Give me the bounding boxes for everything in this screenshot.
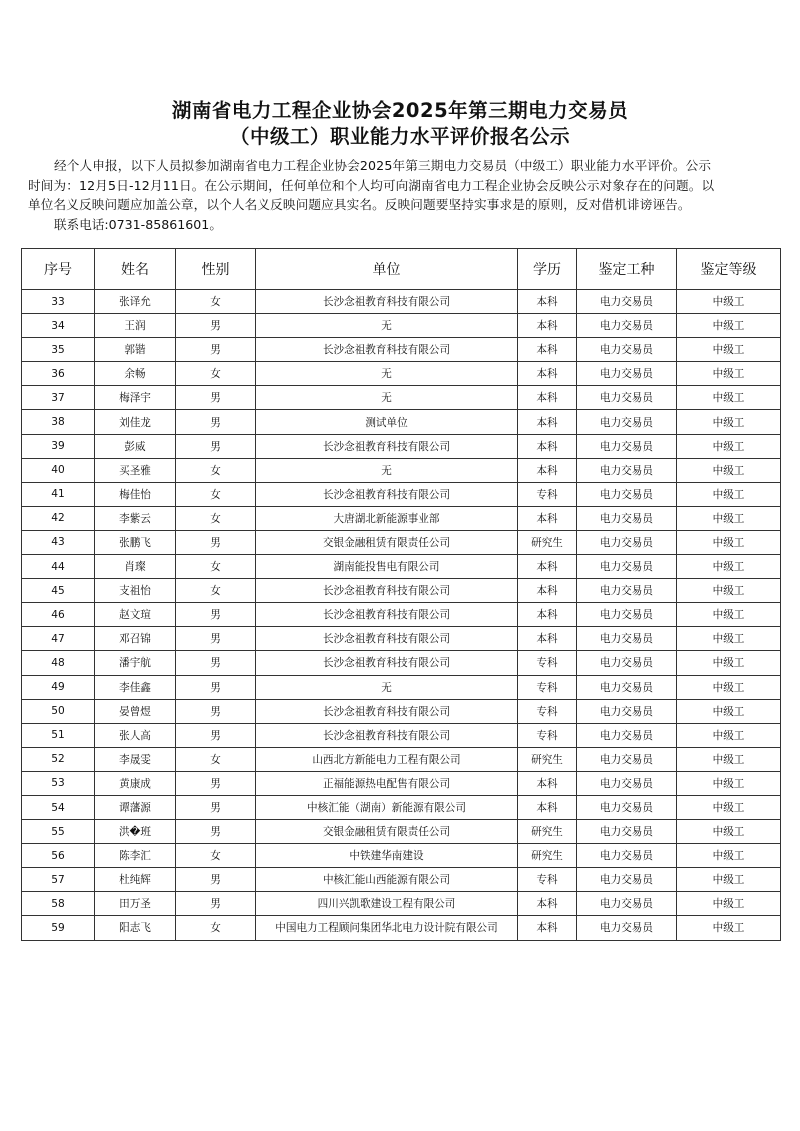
cell-education: 本科 bbox=[518, 916, 577, 940]
cell-education: 本科 bbox=[518, 386, 577, 410]
cell-gender: 男 bbox=[176, 795, 256, 819]
cell-gender: 男 bbox=[176, 530, 256, 554]
cell-job-type: 电力交易员 bbox=[577, 410, 677, 434]
cell-employer: 无 bbox=[256, 362, 518, 386]
cell-gender: 男 bbox=[176, 651, 256, 675]
cell-level: 中级工 bbox=[677, 458, 781, 482]
cell-education: 专科 bbox=[518, 699, 577, 723]
cell-level: 中级工 bbox=[677, 579, 781, 603]
cell-index: 56 bbox=[22, 844, 95, 868]
cell-level: 中级工 bbox=[677, 410, 781, 434]
table-row bbox=[22, 530, 781, 554]
table-row bbox=[22, 651, 781, 675]
cell-education: 本科 bbox=[518, 458, 577, 482]
header-name: 姓名 bbox=[95, 249, 176, 290]
cell-employer: 无 bbox=[256, 386, 518, 410]
cell-level: 中级工 bbox=[677, 699, 781, 723]
cell-gender: 女 bbox=[176, 506, 256, 530]
cell-level: 中级工 bbox=[677, 916, 781, 940]
cell-level: 中级工 bbox=[677, 314, 781, 338]
table-row bbox=[22, 699, 781, 723]
table-row bbox=[22, 579, 781, 603]
cell-level: 中级工 bbox=[677, 482, 781, 506]
table-row bbox=[22, 458, 781, 482]
cell-employer: 无 bbox=[256, 314, 518, 338]
cell-job-type: 电力交易员 bbox=[577, 868, 677, 892]
cell-name: 田万圣 bbox=[95, 892, 176, 916]
cell-job-type: 电力交易员 bbox=[577, 482, 677, 506]
cell-gender: 女 bbox=[176, 555, 256, 579]
cell-index: 55 bbox=[22, 820, 95, 844]
cell-level: 中级工 bbox=[677, 506, 781, 530]
cell-education: 本科 bbox=[518, 795, 577, 819]
cell-job-type: 电力交易员 bbox=[577, 458, 677, 482]
cell-index: 40 bbox=[22, 458, 95, 482]
cell-index: 44 bbox=[22, 555, 95, 579]
cell-job-type: 电力交易员 bbox=[577, 795, 677, 819]
intro-line-3: 单位名义反映问题应加盖公章，以个人名义反映问题应具实名。反映问题要坚持实事求是的原则，反对借机诽谤诬告。 bbox=[28, 197, 691, 212]
cell-gender: 女 bbox=[176, 747, 256, 771]
cell-gender: 男 bbox=[176, 723, 256, 747]
cell-name: 张译允 bbox=[95, 290, 176, 314]
cell-gender: 女 bbox=[176, 482, 256, 506]
cell-job-type: 电力交易员 bbox=[577, 820, 677, 844]
cell-employer: 长沙念祖教育科技有限公司 bbox=[256, 579, 518, 603]
cell-gender: 男 bbox=[176, 868, 256, 892]
cell-name: 黄康成 bbox=[95, 771, 176, 795]
cell-index: 53 bbox=[22, 771, 95, 795]
cell-job-type: 电力交易员 bbox=[577, 747, 677, 771]
header-level: 鉴定等级 bbox=[677, 249, 781, 290]
cell-job-type: 电力交易员 bbox=[577, 434, 677, 458]
cell-name: 支祖怡 bbox=[95, 579, 176, 603]
cell-level: 中级工 bbox=[677, 675, 781, 699]
cell-job-type: 电力交易员 bbox=[577, 675, 677, 699]
cell-gender: 男 bbox=[176, 771, 256, 795]
cell-index: 33 bbox=[22, 290, 95, 314]
cell-gender: 男 bbox=[176, 820, 256, 844]
cell-employer: 测试单位 bbox=[256, 410, 518, 434]
cell-job-type: 电力交易员 bbox=[577, 555, 677, 579]
cell-job-type: 电力交易员 bbox=[577, 362, 677, 386]
cell-index: 52 bbox=[22, 747, 95, 771]
table-row bbox=[22, 723, 781, 747]
page-title: 湖南省电力工程企业协会2025年第三期电力交易员 bbox=[171, 99, 629, 122]
cell-index: 37 bbox=[22, 386, 95, 410]
cell-education: 专科 bbox=[518, 482, 577, 506]
cell-level: 中级工 bbox=[677, 338, 781, 362]
cell-name: 张鹏飞 bbox=[95, 530, 176, 554]
cell-level: 中级工 bbox=[677, 820, 781, 844]
cell-gender: 男 bbox=[176, 410, 256, 434]
cell-employer: 山西北方新能电力工程有限公司 bbox=[256, 747, 518, 771]
cell-gender: 女 bbox=[176, 844, 256, 868]
cell-index: 51 bbox=[22, 723, 95, 747]
table-header-row bbox=[22, 249, 781, 290]
cell-education: 专科 bbox=[518, 675, 577, 699]
cell-index: 50 bbox=[22, 699, 95, 723]
cell-name: 洪�班 bbox=[95, 820, 176, 844]
cell-job-type: 电力交易员 bbox=[577, 338, 677, 362]
cell-name: 李紫云 bbox=[95, 506, 176, 530]
cell-education: 本科 bbox=[518, 579, 577, 603]
cell-education: 本科 bbox=[518, 506, 577, 530]
cell-index: 47 bbox=[22, 627, 95, 651]
cell-gender: 男 bbox=[176, 386, 256, 410]
table-row bbox=[22, 338, 781, 362]
cell-name: 张人高 bbox=[95, 723, 176, 747]
table-row bbox=[22, 820, 781, 844]
cell-level: 中级工 bbox=[677, 651, 781, 675]
cell-level: 中级工 bbox=[677, 723, 781, 747]
cell-job-type: 电力交易员 bbox=[577, 506, 677, 530]
table-row bbox=[22, 771, 781, 795]
cell-job-type: 电力交易员 bbox=[577, 916, 677, 940]
cell-gender: 女 bbox=[176, 579, 256, 603]
cell-index: 36 bbox=[22, 362, 95, 386]
cell-name: 刘佳龙 bbox=[95, 410, 176, 434]
table-row bbox=[22, 410, 781, 434]
cell-education: 本科 bbox=[518, 555, 577, 579]
cell-job-type: 电力交易员 bbox=[577, 386, 677, 410]
cell-index: 35 bbox=[22, 338, 95, 362]
table-row bbox=[22, 868, 781, 892]
cell-job-type: 电力交易员 bbox=[577, 579, 677, 603]
cell-education: 本科 bbox=[518, 362, 577, 386]
cell-employer: 长沙念祖教育科技有限公司 bbox=[256, 434, 518, 458]
cell-name: 梅佳怡 bbox=[95, 482, 176, 506]
cell-education: 本科 bbox=[518, 314, 577, 338]
intro-paragraph bbox=[28, 156, 778, 215]
intro-line-1: 经个人申报，以下人员拟参加湖南省电力工程企业协会2025年第三期电力交易员（中级工）职业能力水平评价。公示 bbox=[54, 158, 712, 173]
cell-index: 41 bbox=[22, 482, 95, 506]
cell-index: 59 bbox=[22, 916, 95, 940]
cell-index: 46 bbox=[22, 603, 95, 627]
cell-level: 中级工 bbox=[677, 290, 781, 314]
cell-employer: 长沙念祖教育科技有限公司 bbox=[256, 603, 518, 627]
cell-employer: 中铁建华南建设 bbox=[256, 844, 518, 868]
cell-name: 潘宇航 bbox=[95, 651, 176, 675]
table-row bbox=[22, 916, 781, 940]
cell-name: 谭藩源 bbox=[95, 795, 176, 819]
table-row bbox=[22, 603, 781, 627]
cell-employer: 长沙念祖教育科技有限公司 bbox=[256, 290, 518, 314]
cell-employer: 长沙念祖教育科技有限公司 bbox=[256, 482, 518, 506]
table-row bbox=[22, 675, 781, 699]
cell-gender: 女 bbox=[176, 916, 256, 940]
cell-employer: 长沙念祖教育科技有限公司 bbox=[256, 699, 518, 723]
cell-education: 本科 bbox=[518, 290, 577, 314]
cell-job-type: 电力交易员 bbox=[577, 844, 677, 868]
cell-education: 本科 bbox=[518, 410, 577, 434]
cell-gender: 男 bbox=[176, 675, 256, 699]
table-body bbox=[22, 290, 781, 941]
cell-employer: 无 bbox=[256, 675, 518, 699]
cell-gender: 男 bbox=[176, 892, 256, 916]
intro-line-2: 时间为：12月5日-12月11日。在公示期间，任何单位和个人均可向湖南省电力工程企业协会反映公示对象存在的问题。以 bbox=[28, 177, 715, 193]
registration-table bbox=[21, 248, 781, 941]
cell-employer: 长沙念祖教育科技有限公司 bbox=[256, 627, 518, 651]
cell-education: 研究生 bbox=[518, 747, 577, 771]
cell-job-type: 电力交易员 bbox=[577, 723, 677, 747]
cell-name: 陈李汇 bbox=[95, 844, 176, 868]
contact-phone: 联系电话:0731-85861601。 bbox=[54, 217, 222, 232]
cell-education: 本科 bbox=[518, 434, 577, 458]
cell-name: 阳志飞 bbox=[95, 916, 176, 940]
cell-level: 中级工 bbox=[677, 892, 781, 916]
cell-level: 中级工 bbox=[677, 530, 781, 554]
cell-index: 39 bbox=[22, 434, 95, 458]
cell-name: 彭威 bbox=[95, 434, 176, 458]
cell-gender: 男 bbox=[176, 603, 256, 627]
cell-level: 中级工 bbox=[677, 747, 781, 771]
page-subtitle: （中级工）职业能力水平评价报名公示 bbox=[229, 125, 570, 148]
cell-education: 专科 bbox=[518, 868, 577, 892]
cell-index: 48 bbox=[22, 651, 95, 675]
cell-education: 研究生 bbox=[518, 820, 577, 844]
table-row bbox=[22, 627, 781, 651]
cell-name: 王润 bbox=[95, 314, 176, 338]
cell-gender: 男 bbox=[176, 338, 256, 362]
table-row bbox=[22, 386, 781, 410]
cell-index: 34 bbox=[22, 314, 95, 338]
cell-job-type: 电力交易员 bbox=[577, 627, 677, 651]
cell-job-type: 电力交易员 bbox=[577, 892, 677, 916]
cell-education: 专科 bbox=[518, 723, 577, 747]
cell-job-type: 电力交易员 bbox=[577, 771, 677, 795]
cell-employer: 长沙念祖教育科技有限公司 bbox=[256, 338, 518, 362]
cell-level: 中级工 bbox=[677, 868, 781, 892]
cell-education: 本科 bbox=[518, 892, 577, 916]
cell-index: 54 bbox=[22, 795, 95, 819]
cell-employer: 交银金融租赁有限责任公司 bbox=[256, 820, 518, 844]
cell-job-type: 电力交易员 bbox=[577, 651, 677, 675]
cell-employer: 湖南能投售电有限公司 bbox=[256, 555, 518, 579]
cell-level: 中级工 bbox=[677, 386, 781, 410]
cell-index: 45 bbox=[22, 579, 95, 603]
cell-education: 本科 bbox=[518, 338, 577, 362]
cell-education: 本科 bbox=[518, 771, 577, 795]
cell-name: 梅泽宇 bbox=[95, 386, 176, 410]
cell-index: 43 bbox=[22, 530, 95, 554]
cell-employer: 正福能源热电配售有限公司 bbox=[256, 771, 518, 795]
cell-index: 49 bbox=[22, 675, 95, 699]
table-row bbox=[22, 314, 781, 338]
table-row bbox=[22, 506, 781, 530]
cell-employer: 交银金融租赁有限责任公司 bbox=[256, 530, 518, 554]
header-gender: 性别 bbox=[176, 249, 256, 290]
cell-gender: 男 bbox=[176, 434, 256, 458]
cell-employer: 长沙念祖教育科技有限公司 bbox=[256, 723, 518, 747]
cell-gender: 女 bbox=[176, 290, 256, 314]
cell-level: 中级工 bbox=[677, 627, 781, 651]
cell-employer: 中核汇能山西能源有限公司 bbox=[256, 868, 518, 892]
cell-job-type: 电力交易员 bbox=[577, 603, 677, 627]
cell-employer: 长沙念祖教育科技有限公司 bbox=[256, 651, 518, 675]
cell-name: 余畅 bbox=[95, 362, 176, 386]
cell-index: 38 bbox=[22, 410, 95, 434]
cell-education: 专科 bbox=[518, 651, 577, 675]
table-row bbox=[22, 290, 781, 314]
cell-gender: 男 bbox=[176, 314, 256, 338]
cell-index: 58 bbox=[22, 892, 95, 916]
table-row bbox=[22, 434, 781, 458]
table-row bbox=[22, 844, 781, 868]
cell-job-type: 电力交易员 bbox=[577, 290, 677, 314]
table-row bbox=[22, 362, 781, 386]
header-education: 学历 bbox=[518, 249, 577, 290]
cell-job-type: 电力交易员 bbox=[577, 314, 677, 338]
cell-employer: 四川兴凯歌建设工程有限公司 bbox=[256, 892, 518, 916]
cell-gender: 男 bbox=[176, 627, 256, 651]
cell-level: 中级工 bbox=[677, 795, 781, 819]
table-row bbox=[22, 555, 781, 579]
cell-level: 中级工 bbox=[677, 771, 781, 795]
cell-education: 本科 bbox=[518, 627, 577, 651]
cell-education: 研究生 bbox=[518, 530, 577, 554]
cell-name: 李晟雯 bbox=[95, 747, 176, 771]
table-row bbox=[22, 795, 781, 819]
cell-job-type: 电力交易员 bbox=[577, 699, 677, 723]
cell-name: 郭锴 bbox=[95, 338, 176, 362]
header-job-type: 鉴定工种 bbox=[577, 249, 677, 290]
cell-education: 本科 bbox=[518, 603, 577, 627]
table-row bbox=[22, 482, 781, 506]
cell-employer: 中国电力工程顾问集团华北电力设计院有限公司 bbox=[256, 916, 518, 940]
header-employer: 单位 bbox=[256, 249, 518, 290]
header-index: 序号 bbox=[22, 249, 95, 290]
cell-name: 杜纯辉 bbox=[95, 868, 176, 892]
cell-employer: 中核汇能（湖南）新能源有限公司 bbox=[256, 795, 518, 819]
cell-level: 中级工 bbox=[677, 555, 781, 579]
cell-education: 研究生 bbox=[518, 844, 577, 868]
cell-name: 李佳鑫 bbox=[95, 675, 176, 699]
cell-employer: 大唐湖北新能源事业部 bbox=[256, 506, 518, 530]
cell-level: 中级工 bbox=[677, 434, 781, 458]
cell-index: 57 bbox=[22, 868, 95, 892]
cell-gender: 女 bbox=[176, 458, 256, 482]
cell-level: 中级工 bbox=[677, 844, 781, 868]
cell-level: 中级工 bbox=[677, 362, 781, 386]
cell-name: 赵文瑄 bbox=[95, 603, 176, 627]
table-row bbox=[22, 892, 781, 916]
cell-gender: 女 bbox=[176, 362, 256, 386]
cell-name: 邓召锦 bbox=[95, 627, 176, 651]
cell-job-type: 电力交易员 bbox=[577, 530, 677, 554]
cell-gender: 男 bbox=[176, 699, 256, 723]
table-row bbox=[22, 747, 781, 771]
cell-name: 肖璨 bbox=[95, 555, 176, 579]
cell-employer: 无 bbox=[256, 458, 518, 482]
cell-level: 中级工 bbox=[677, 603, 781, 627]
cell-name: 买圣雅 bbox=[95, 458, 176, 482]
cell-index: 42 bbox=[22, 506, 95, 530]
cell-name: 晏曾煜 bbox=[95, 699, 176, 723]
